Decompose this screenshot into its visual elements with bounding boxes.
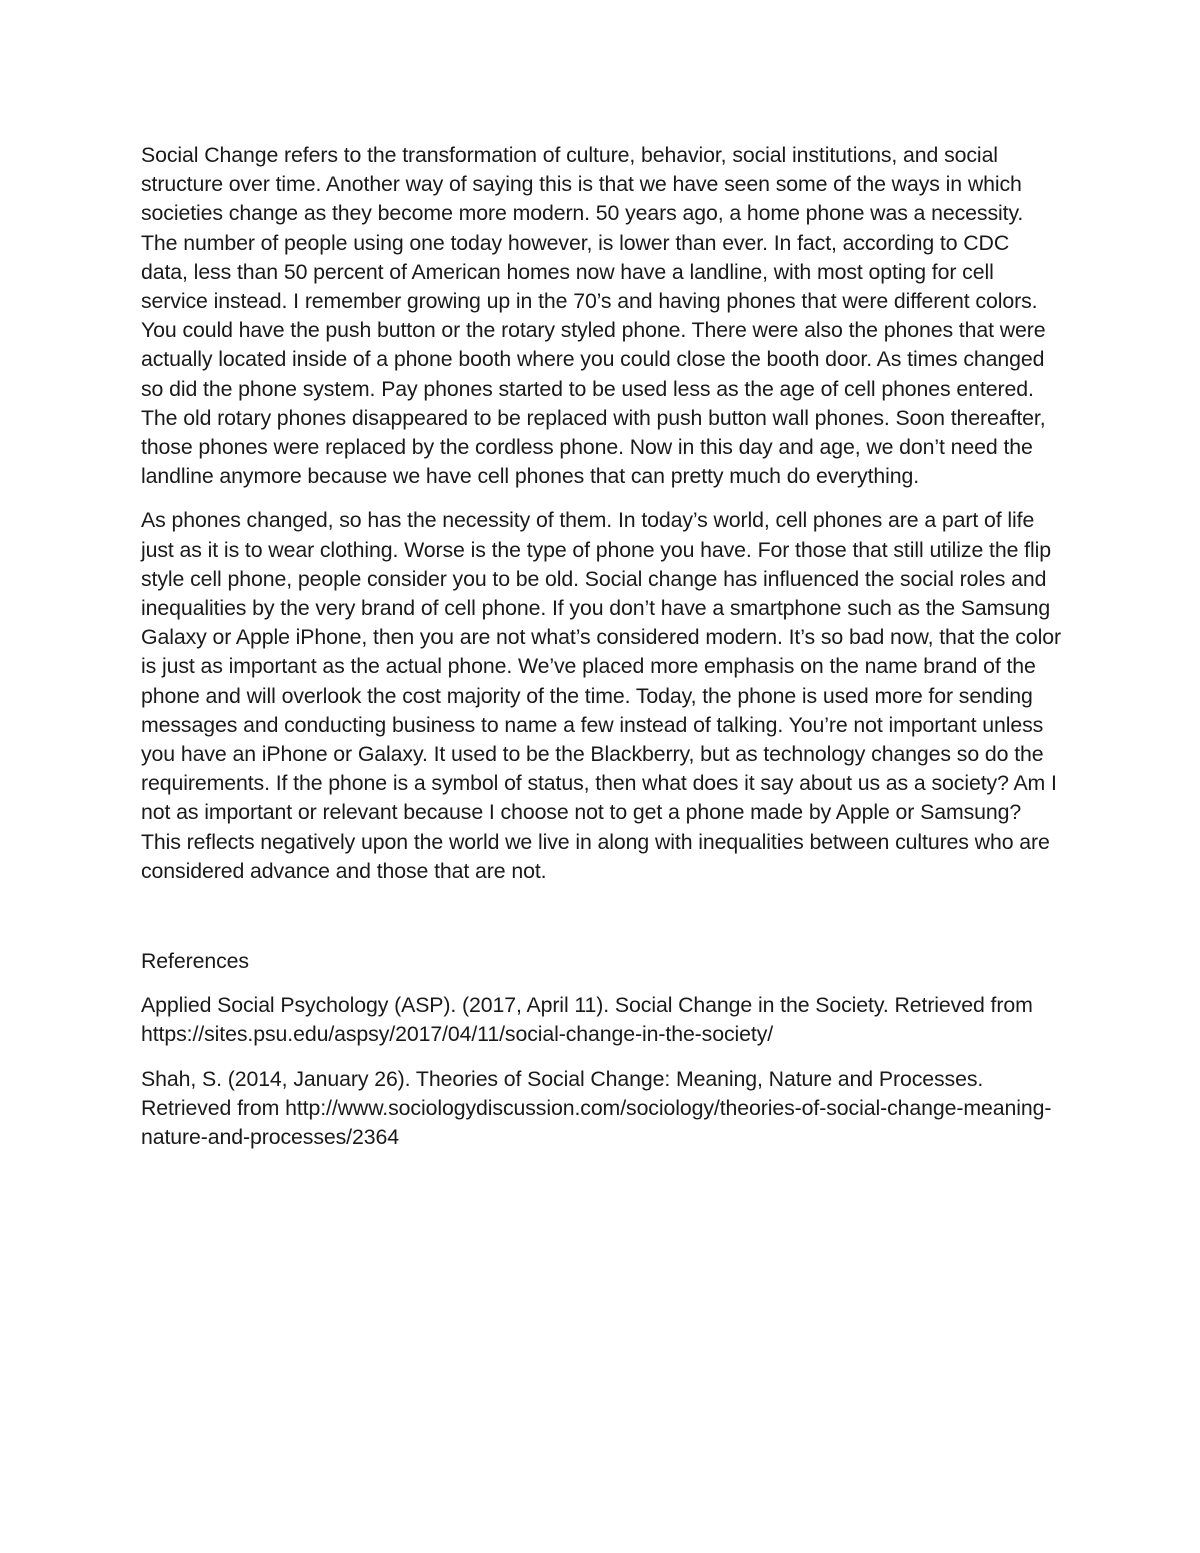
references-heading: References bbox=[141, 949, 249, 974]
section-spacer bbox=[141, 901, 1061, 947]
body-paragraph-2: As phones changed, so has the necessity of them. In today’s world, cell phones are a part of life just as it is to wear clothing. Worse is the type of phone you have. For those that still utilize the flip style cell phone, people consider you to be old. Social change has influenced the social roles and inequalities by the very brand of cell phone. If you don’t have a smartphone such as the Samsung Galaxy or Apple iPhone, then you are not what’s considered modern. It’s so bad now, that the color is just as important as the actual phone. We’ve placed more emphasis on the name brand of the phone and will overlook the cost majority of the time. Today, the phone is used more for sending messages and conducting business to name a few instead of talking. You’re not important unless you have an iPhone or Galaxy. It used to be the Blackberry, but as technology changes so do the requirements. If the phone is a symbol of status, then what does it say about us as a society? Am I not as important or relevant because I choose not to get a phone made by Apple or Samsung? This reflects negatively upon the world we live in along with inequalities between cultures who are considered advance and those that are not. bbox=[141, 508, 1061, 883]
reference-entry-2: Shah, S. (2014, January 26). Theories of Social Change: Meaning, Nature and Processes. Retrieved from http://www.sociologydiscussion.com/sociology/theories-of-social-change-meaning-nature-and-processes/2364 bbox=[141, 1066, 1052, 1150]
body-paragraph-1: Social Change refers to the transformation of culture, behavior, social institutions, and social structure over time. Another way of saying this is that we have seen some of the ways in which societies change as they become more modern. 50 years ago, a home phone was a necessity. The number of people using one today however, is lower than ever. In fact, according to CDC data, less than 50 percent of American homes now have a landline, with most opting for cell service instead. I remember growing up in the 70’s and having phones that were different colors. You could have the push button or the rotary styled phone. There were also the phones that were actually located inside of a phone booth where you could close the booth door. As times changed so did the phone system. Pay phones started to be used less as the age of cell phones entered. The old rotary phones disappeared to be replaced with push button wall phones. Soon thereafter, those phones were replaced by the cordless phone. Now in this day and age, we don’t need the landline anymore because we have cell phones that can pretty much do everything. bbox=[141, 143, 1046, 489]
document-body bbox=[141, 141, 1061, 1167]
reference-entry-1: Applied Social Psychology (ASP). (2017, April 11). Social Change in the Society. Retrieved from https://sites.psu.edu/aspsy/2017/04/11/social-change-in-the-society/ bbox=[141, 993, 1033, 1047]
